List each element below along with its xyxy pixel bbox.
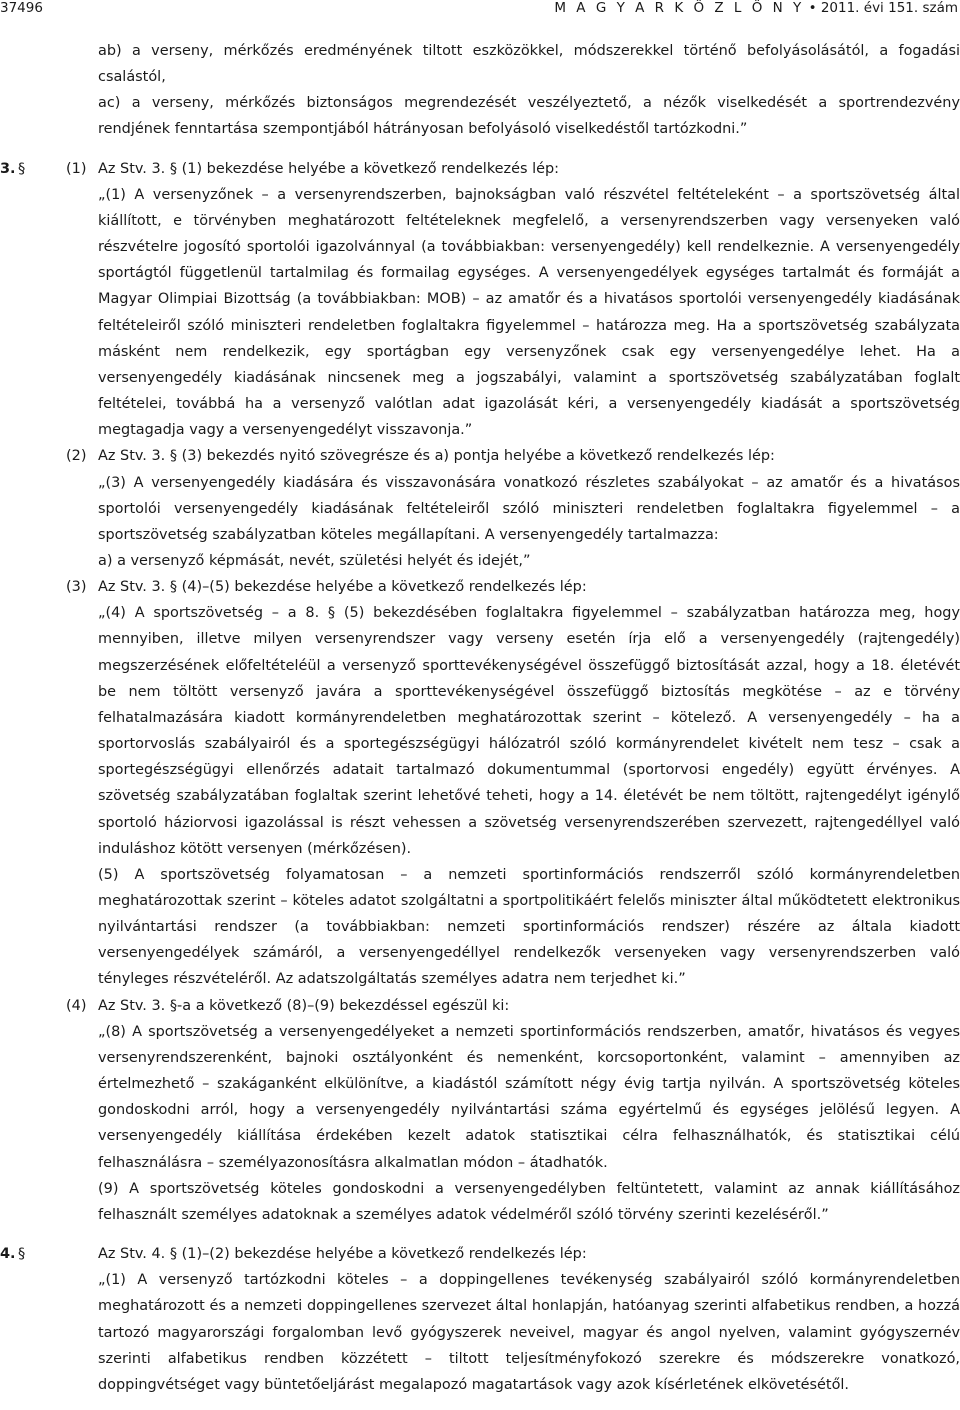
document-body [0,38,960,1398]
section-3-number: 3. [0,160,16,177]
point-ab: ab) a verseny, mérkőzés eredményének tiltott eszközökkel, módszerekkel történő befolyásolásától, a fogadási csalástól, [98,43,960,86]
section-3-mark: § [18,160,26,177]
amendment-text: „(1) A versenyző tartózkodni köteles – a doppingellenes tevékenység szabályairól szóló kormányrendeletben meghatározott és a nemzeti doppingellenes szervezet által honlapján, hatóanyag szerinti alfabetikus rendben, a hozzá tartozó magyarországi forgalomban levő gyógyszerek neveivel, magyar és angol nyelven, valamint gyógyszernév szerinti alfabetikus rendben közzétett – tiltott teljesítményfokozó szerekre és módszerekre vonatkozó, doppingvétséget vagy büntetőeljárást megalapozó magatartások vagy azok kísérletének elkövetésétől. [98,1272,960,1393]
subsection-label: (2) [66,448,87,465]
publication-title: M A G Y A R K Ö Z L Ö N Y [554,0,805,16]
subsection-3-4 [0,993,960,1228]
amendment-text: a) a versenyző képmását, nevét, születési helyét és idejét,” [98,552,531,569]
publication-info: M A G Y A R K Ö Z L Ö N Y • 2011. évi 151. szám [554,0,958,16]
section-4 [0,1241,960,1398]
subsection-3-2 [0,443,960,574]
subsection-label: (3) [66,579,87,596]
subsection-label: (1) [66,160,87,177]
section-heading: Az Stv. 4. § (1)–(2) bekezdése helyébe a következő rendelkezés lép: [98,1246,587,1263]
amendment-text: „(3) A versenyengedély kiadására és visszavonására vonatkozó részletes szabályokat – az amatőr és a hivatásos sportolói versenyengedély kiadásának feltételeiről szóló miniszteri rendeletben foglaltakra figyelemmel – a sportszövetség szabályzatban köteles megállapítani. A versenyengedély tartalmazza: [98,474,960,543]
section-4-number: 4. [0,1246,16,1263]
amendment-text: (5) A sportszövetség folyamatosan – a nemzeti sportinformációs rendszerről szóló kormányrendeletben meghatározottak szerint – köteles adatot szolgáltatni a sportpolitikáért felelős miniszter által működtetett elektronikus nyilvántartási rendszer (a továbbiakban: nemzeti sportinformációs rendszer) részére az általa kiadott versenyengedélyek számáról, a versenyengedéllyel rendelkezők versenyeken vagy versenyrendszerben való tényleges részvételéről. Az adatszolgáltatás személyes adatra nem terjedhet ki.” [98,866,960,988]
point-ac: ac) a verseny, mérkőzés biztonságos megrendezését veszélyeztető, a nézők viselkedését a sportrendezvény rendjének fenntartása szempontjából hátrányosan befolyásoló viselkedéstől tartózkodni.” [98,95,960,138]
section-3 [0,156,960,1228]
section-4-mark: § [18,1246,26,1263]
subsection-heading: Az Stv. 3. § (4)–(5) bekezdése helyébe a következő rendelkezés lép: [98,579,587,596]
amendment-text: „(1) A versenyzőnek – a versenyrendszerben, bajnokságban való részvétel feltételeként – a sportszövetség által kiállított, e törvényben meghatározott feltételeknek megfelelő, a versenyrendszerben vagy versenyeken való részvételre jogosító sportolói igazolvánnyal (a továbbiakban: versenyengedély) kell rendelkeznie. A versenyengedély sportágtól függetlenül tartalmilag és formailag egységes. A versenyengedélyek egységes tartalmát és formáját a Magyar Olimpiai Bizottság (a továbbiakban: MOB) – az amatőr és a hivatásos sportolói versenyengedély kiadásának feltételeiről szóló miniszteri rendeletben foglaltakra figyelemmel – határozza meg. Ha a sportszövetség szabályzata másként nem rendelkezik, egy sportágban egy versenyzőnek csak egy versenyengedélye lehet. Ha a versenyengedély kiadásának nincsenek meg a jogszabályi, valamint a sportszövetség szabályzatában foglalt feltételei, továbbá ha a versenyző valótlan adat igazolását kéri, a versenyengedély kiadását a sportszövetség megtagadja vagy a versenyengedélyt visszavonja.” [98,186,960,439]
subsection-3-1 [0,156,960,444]
amendment-text: „(4) A sportszövetség – a 8. § (5) bekezdésében foglaltakra figyelemmel – szabályzatban határozza meg, hogy mennyiben, illetve milyen versenyrendszer vagy verseny esetén írja elő a versenyengedély (rajtengedély) megszerzésének előfeltételéül a versenyző sporttevékenységével összefüggő biztosítását azzal, hogy a 18. életévét be nem töltött versenyző javára a sporttevékenységével összefüggő biztosítás megkötése – az e törvény felhatalmazására kiadott kormányrendeletben meghatározottak szerint – kötelező. A versenyengedély – ha a sportorvoslás szabályairól és a sportegészségügyi hálózatról szóló kormányrendelet kivételt nem tesz – csak a sportegészségügyi ellenőrzés adatait tartalmazó dokumentummal (sportorvosi engedély) együtt érvényes. A szövetség szabályzatában foglaltak szerint lehetővé teheti, hogy a 14. életévét be nem töltött, rajtengedélyt igénylő sportoló háziorvosi igazolással is részt vehessen a szövetség versenyrendszerében szervezett, rajtengedéllyel való induláshoz kötött versenyen (mérkőzésen). [98,605,960,857]
amendment-text: „(8) A sportszövetség a versenyengedélyeket a nemzeti sportinformációs rendszerben, amatőr, hivatásos és vegyes versenyrendszerenként, bajnoki osztályonként és nemenként, korcsoportonként, valamint – amennyiben az értelmezhető – szakáganként elkülönítve, a kiadástól számított négy évig tartja nyilván. A sportszövetség köteles gondoskodni arról, hogy a versenyengedély nyilvántartási száma egyértelmű és egységes jelölésű legyen. A versenyengedély kiállítása érdekében kezelt adatok statisztikai célra felhasználhatók, és statisztikai célú felhasználásra – személyazonosításra alkalmatlan módon – átadhatók. [98,1023,960,1171]
subsection-heading: Az Stv. 3. § (1) bekezdése helyébe a következő rendelkezés lép: [98,160,560,177]
subsection-3-3 [0,574,960,993]
subsection-label: (4) [66,997,87,1014]
page-header [0,0,960,26]
page-number: 37496 [0,0,43,16]
amendment-text: (9) A sportszövetség köteles gondoskodni a versenyengedélyben feltüntetett, valamint az annak kiállításához felhasznált személyes adatoknak a személyes adatok védelméről szóló törvény szerinti kezeléséről.” [98,1180,960,1223]
subsection-heading: Az Stv. 3. §-a a következő (8)–(9) bekezdéssel egészül ki: [98,997,510,1014]
subsection-heading: Az Stv. 3. § (3) bekezdés nyitó szövegrésze és a) pontja helyébe a következő rendelkezés lép: [98,448,775,465]
issue-label: 2011. évi 151. szám [820,0,958,16]
